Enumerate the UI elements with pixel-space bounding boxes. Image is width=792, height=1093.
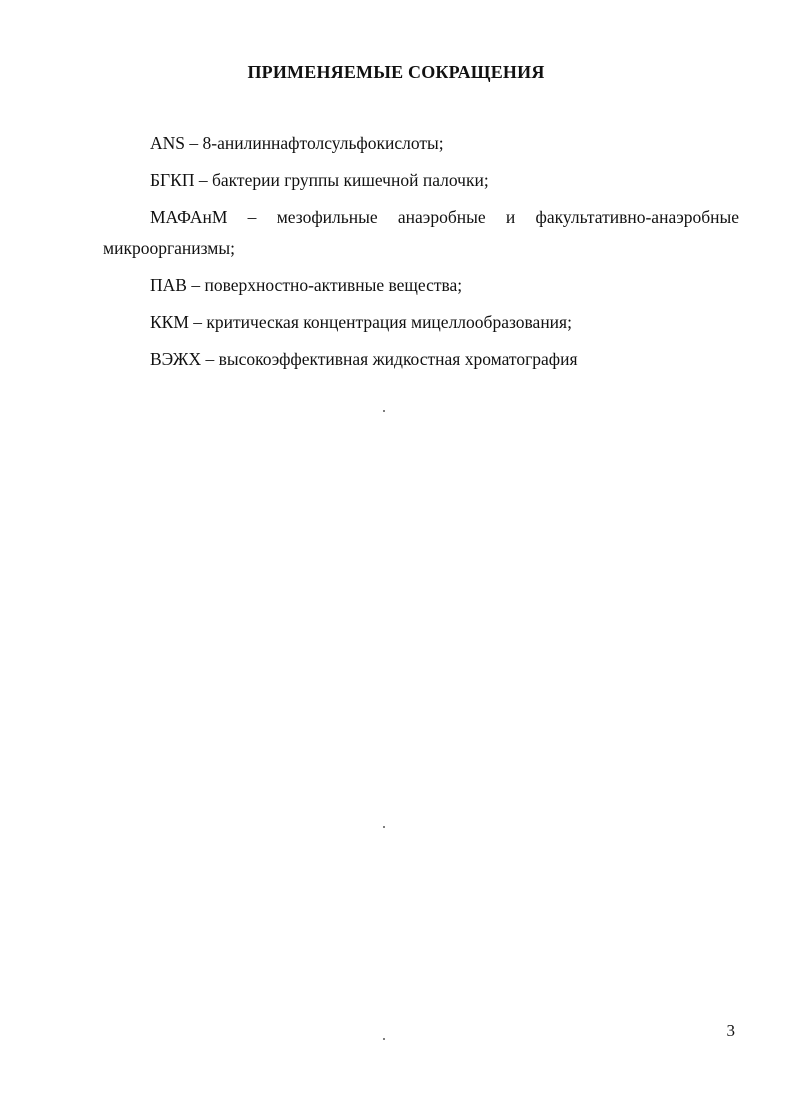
separator: –: [185, 133, 203, 153]
abbreviation: ВЭЖХ: [150, 349, 202, 369]
separator: –: [194, 170, 212, 190]
page-number: 3: [726, 1021, 735, 1040]
separator: –: [227, 207, 277, 227]
definition: высокоэффективная жидкостная хроматография: [218, 349, 578, 369]
list-item: [103, 344, 739, 375]
separator: –: [186, 275, 205, 295]
list-item: [103, 128, 739, 159]
list-item: [103, 202, 739, 264]
scan-speck: [383, 1038, 385, 1040]
abbreviation: ПАВ: [150, 275, 187, 295]
separator: –: [188, 312, 207, 332]
abbreviation: ANS: [150, 133, 186, 153]
abbreviation-list: [103, 128, 739, 381]
list-item: [103, 307, 739, 338]
definition: 8-анилиннафтолсульфокислоты;: [202, 133, 444, 153]
abbreviation: БГКП: [150, 170, 195, 190]
scan-speck: [383, 410, 385, 412]
separator: –: [201, 349, 219, 369]
list-item: [103, 270, 739, 301]
abbreviation: ККМ: [150, 312, 189, 332]
list-item: [103, 165, 739, 196]
definition: мезофильные анаэробные и факультативно-анаэробные микроорганизмы;: [103, 207, 740, 258]
definition: поверхностно-активные вещества;: [204, 275, 463, 295]
scan-speck: [383, 826, 385, 828]
definition: бактерии группы кишечной палочки;: [211, 170, 489, 190]
abbreviation: МАФАнМ: [150, 207, 228, 227]
page-title: ПРИМЕНЯЕМЫЕ СОКРАЩЕНИЯ: [247, 62, 545, 82]
definition: критическая концентрация мицеллообразования;: [206, 312, 572, 332]
